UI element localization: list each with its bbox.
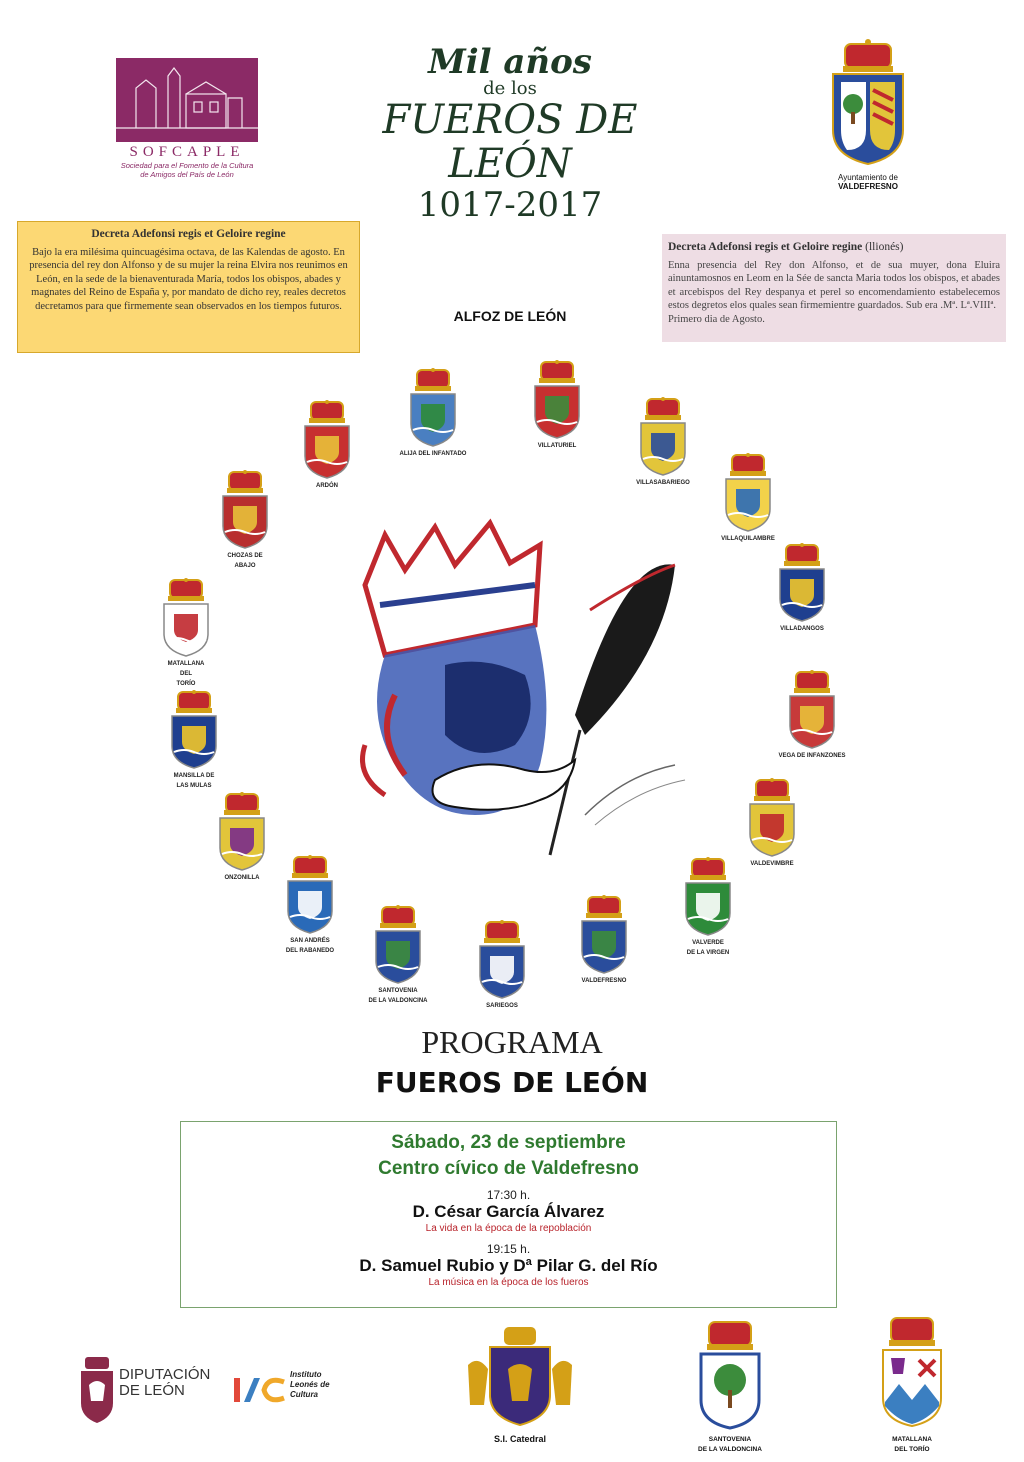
municipality-label: SAN ANDRÉS (290, 938, 330, 944)
municipality-label: ALIJA DEL INFANTADO (399, 451, 467, 457)
municipality-label: ARDÓN (316, 483, 338, 489)
shield-icon (682, 857, 734, 937)
title-line-4: LEÓN (448, 141, 572, 187)
catedral-shield-icon (460, 1325, 580, 1429)
ilc-line-2: Leonés de (290, 1380, 330, 1389)
shield-icon (776, 543, 828, 623)
shield-icon (637, 397, 689, 477)
decree-llionese-heading (668, 241, 1000, 255)
municipality-coat-of-arms (146, 578, 226, 688)
municipality-coat-of-arms (762, 543, 842, 633)
matallana-footer-coat-of-arms (872, 1314, 952, 1455)
sofcaple-building-art (116, 58, 258, 142)
decree-spanish-heading: Decreta Adefonsi regis et Geloire regine (91, 228, 286, 240)
talk-speaker: D. Samuel Rubio y Dª Pilar G. del Río (359, 1256, 658, 1275)
municipality-coat-of-arms (205, 470, 285, 570)
municipality-label: VALDEVIMBRE (750, 861, 794, 867)
municipality-label: VILLASABARIEGO (636, 480, 690, 486)
catedral-coat-of-arms (460, 1325, 580, 1444)
program-subtitle: FUEROS DE LEÓN (375, 1066, 649, 1099)
catedral-label: S.I. Catedral (493, 1434, 547, 1444)
talk-time: 17:30 h. (486, 1188, 531, 1202)
santovenia-footer-label-1: SANTOVENIA (708, 1436, 752, 1443)
municipality-label: DE LA VALDONCINA (368, 998, 428, 1004)
ilc-line-3: Cultura (290, 1390, 318, 1399)
municipality-label: ONZONILLA (224, 875, 260, 881)
diputacion-line-2: DE LEÓN (119, 1382, 185, 1399)
shield-icon (407, 368, 459, 448)
municipality-coat-of-arms (668, 857, 748, 957)
ilc-line-1: Instituto (290, 1370, 322, 1379)
diputacion-line-1: DIPUTACIÓN (119, 1366, 211, 1383)
municipality-label: ABAJO (234, 563, 256, 569)
program-date: Sábado, 23 de septiembre (391, 1132, 626, 1153)
shield-icon (746, 778, 798, 858)
municipality-coat-of-arms (287, 400, 367, 490)
matallana-footer-shield-icon (877, 1314, 947, 1430)
sofcaple-name: SOFCAPLE (129, 144, 245, 160)
municipality-label: VALVERDE (692, 940, 724, 946)
shield-icon (476, 920, 528, 1000)
municipality-coat-of-arms (517, 360, 597, 450)
municipality-coat-of-arms (393, 368, 473, 458)
municipality-coat-of-arms (623, 397, 703, 487)
valdefresno-coat-of-arms (818, 38, 918, 191)
matallana-footer-label-2: DEL TORÍO (894, 1446, 930, 1453)
shield-icon (160, 578, 212, 658)
ilc-text (290, 1370, 330, 1400)
diputacion-logo (77, 1355, 217, 1430)
santovenia-footer-coat-of-arms (690, 1318, 770, 1455)
municipality-label: VILLADANGOS (780, 626, 824, 632)
title-line-2: de los (483, 78, 537, 99)
municipality-coat-of-arms (154, 690, 234, 790)
santovenia-footer-shield-icon (695, 1318, 765, 1430)
municipality-coat-of-arms (462, 920, 542, 1010)
talk-topic: La vida en la época de la repoblación (425, 1223, 592, 1234)
talk-2 (181, 1242, 836, 1290)
decree-llionese-title: Decreta Adefonsi regis et Geloire regine (668, 241, 863, 253)
municipality-coat-of-arms (708, 453, 788, 543)
municipality-label: SANTOVENIA (378, 988, 418, 994)
sofcaple-subtitle-1: Sociedad para el Fomento de la Cultura (120, 161, 254, 170)
title-line-5: 1017-2017 (417, 185, 603, 225)
municipality-label: VALDEFRESNO (581, 978, 627, 984)
title-line-3: FUEROS DE (382, 97, 638, 143)
talk-time: 19:15 h. (486, 1242, 531, 1256)
sofcaple-subtitle-2: de Amigos del País de León (140, 170, 234, 179)
municipality-coat-of-arms (358, 905, 438, 1005)
program-title: PROGRAMA (421, 1024, 603, 1060)
diputacion-shield-icon (77, 1355, 117, 1425)
shield-icon (301, 400, 353, 480)
municipality-label: VILLAQUILAMBRE (721, 536, 775, 542)
municipality-label: DEL (180, 671, 192, 677)
shield-icon (722, 453, 774, 533)
matallana-footer-label-1: MATALLANA (892, 1436, 932, 1443)
shield-icon (578, 895, 630, 975)
ayuntamiento-caption-2: VALDEFRESNO (838, 182, 898, 191)
decree-llionese-body-2: Primero dia de Agosto. (668, 313, 765, 325)
talk-topic: La música en la época de los fueros (428, 1277, 589, 1288)
municipality-label: MANSILLA DE (173, 773, 215, 779)
ayuntamiento-caption-1: Ayuntamiento de (838, 173, 898, 182)
municipality-label: VEGA DE INFANZONES (778, 753, 846, 759)
diputacion-text (119, 1367, 210, 1399)
municipality-label: DEL RABANEDO (285, 948, 335, 954)
santovenia-footer-label-2: DE LA VALDONCINA (698, 1446, 762, 1453)
decree-spanish-body: Bajo la era milésima quincuagésima octava, de las Kalendas de agosto. En presencia del rey don Alfonso y de su mujer la reina Elvira nos reunimos en León, en la sede de la bienaventurada María, todos los obispos, abades y magnates del Reino de España y, por mandato de dicho rey, reales decretos decretamos para que firmemente sean observados en los tiempos futuros. (29, 246, 348, 312)
shield-icon (372, 905, 424, 985)
talk-1 (181, 1188, 836, 1236)
municipality-label: MATALLANA (167, 661, 205, 667)
municipality-label: LAS MULAS (176, 783, 212, 789)
ilc-logo (232, 1370, 342, 1415)
decree-llionese-lang: (llionés) (865, 241, 904, 253)
municipality-coat-of-arms (732, 778, 812, 868)
municipality-label: DE LA VIRGEN (686, 950, 730, 956)
main-title (360, 44, 660, 224)
valdefresno-shield-icon (823, 38, 913, 168)
municipality-coat-of-arms (270, 855, 350, 955)
program-box (180, 1121, 837, 1308)
municipality-label: SARIEGOS (486, 1003, 518, 1009)
king-portrait-illustration (325, 515, 705, 865)
talk-speaker: D. César García Álvarez (412, 1202, 605, 1221)
shield-icon (216, 792, 268, 872)
ilc-mark-icon (232, 1370, 288, 1410)
alfoz-heading: ALFOZ DE LEÓN (453, 308, 567, 324)
program-place: Centro cívico de Valdefresno (378, 1158, 639, 1179)
shield-icon (168, 690, 220, 770)
decree-spanish (17, 221, 360, 353)
municipality-label: VILLATURIEL (537, 443, 577, 449)
sofcaple-logo (116, 58, 258, 179)
shield-icon (786, 670, 838, 750)
title-line-1: Mil años (428, 42, 592, 82)
shield-icon (531, 360, 583, 440)
municipality-coat-of-arms (772, 670, 852, 760)
municipality-label: TORÍO (176, 681, 196, 687)
municipality-label: CHOZAS DE (227, 553, 263, 559)
decree-llionese-body: Enna presencia del Rey don Alfonso, et de sua muyer, dona Eluira ainuntamosnos en Leom en la Sée de sancta Maria todos los obispos, et abades et arcebispos del Rey despanya et perel so encomendamiento estabelecemos estos degretos elos quales sean firmemientre guardados. Sub era .Mª. Lª.VIIIª. (668, 259, 1000, 311)
municipality-coat-of-arms (202, 792, 282, 882)
shield-icon (284, 855, 336, 935)
decree-llionese (662, 234, 1006, 342)
shield-icon (219, 470, 271, 550)
municipality-coat-of-arms (564, 895, 644, 985)
